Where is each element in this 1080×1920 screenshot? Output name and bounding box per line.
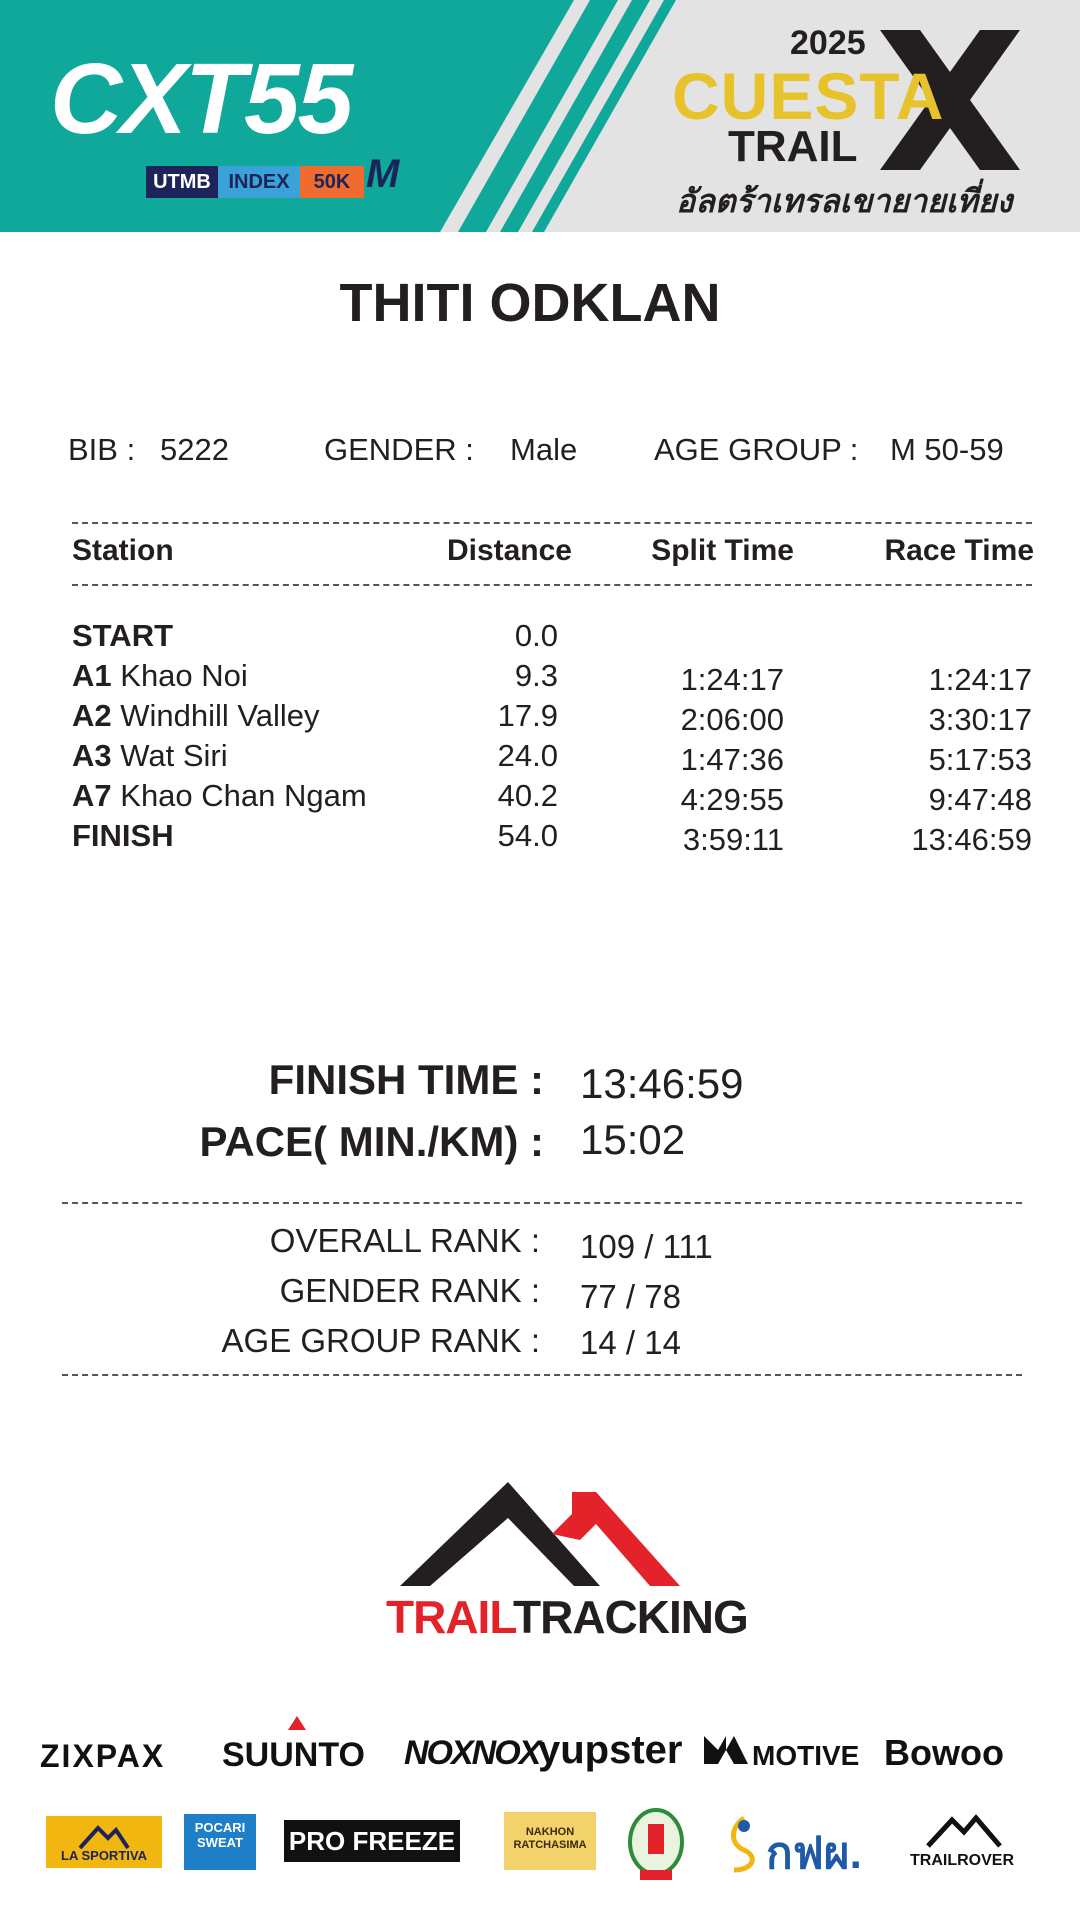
index-badge: INDEX	[218, 166, 300, 198]
sponsor-motive-logo: MOTIVE	[752, 1740, 860, 1771]
sponsor-pro-freeze-logo: PRO FREEZE	[284, 1820, 460, 1862]
distance-cell: 54.0	[497, 818, 558, 853]
sponsor-egat-logo: กฟผ.	[766, 1829, 862, 1878]
race-time-cell: 3:30:17	[928, 702, 1032, 737]
table-row	[0, 658, 1080, 698]
sponsor-nakhon-ratchasima-logo: NAKHON RATCHASIMA	[504, 1812, 596, 1870]
sponsor-pocari-sweat-logo: POCARI SWEAT	[184, 1814, 256, 1870]
runner-name: THITI ODKLAN	[339, 273, 721, 333]
race-time-cell: 1:24:17	[928, 662, 1032, 697]
divider	[62, 1374, 1022, 1376]
distance-cell: 24.0	[497, 738, 558, 773]
station-cell: A7 Khao Chan Ngam	[72, 778, 367, 813]
split-time-cell: 1:24:17	[680, 662, 784, 697]
cuesta-subtitle: TRAIL	[728, 122, 858, 171]
cuesta-thai-title: อัลตร้าเทรลเขายายเที่ยง	[676, 183, 1013, 219]
split-time-cell: 4:29:55	[680, 782, 784, 817]
age-group-label: AGE GROUP :	[654, 432, 859, 467]
divider	[62, 1202, 1022, 1204]
station-cell: A2 Windhill Valley	[72, 698, 320, 733]
motive-mark-icon	[704, 1736, 748, 1764]
sponsor-la-sportiva-logo: LA SPORTIVA	[46, 1816, 162, 1868]
table-row	[0, 778, 1080, 818]
sponsor-bowoo-logo: Bowoo	[884, 1732, 1004, 1773]
table-row	[0, 618, 1080, 658]
table-row	[0, 738, 1080, 778]
station-cell: A1 Khao Noi	[72, 658, 248, 693]
divider	[72, 522, 1032, 524]
pace-value: 15:02	[580, 1116, 686, 1163]
bib-label: BIB :	[68, 432, 136, 467]
trailtracking-logo: TRAILTRACKING	[386, 1591, 748, 1643]
event-year: 2025	[790, 24, 866, 62]
table-row	[0, 818, 1080, 858]
distance-cell: 9.3	[514, 658, 558, 693]
gender-rank-label: GENDER RANK :	[279, 1272, 540, 1309]
header-station: Station	[72, 534, 174, 567]
sponsor-trailrover-logo: TRAILROVER	[910, 1852, 1014, 1869]
event-logo: CXT55	[50, 43, 352, 155]
header-race-time: Race Time	[884, 534, 1034, 567]
trailrover-mountain-icon	[926, 1814, 1002, 1848]
sponsor-suunto-logo: SUUNTO	[222, 1736, 365, 1774]
race-time-cell: 5:17:53	[928, 742, 1032, 777]
sponsor-zixpax-logo: ZIXPAX	[40, 1738, 166, 1774]
sponsor-yupster-logo: yupster	[538, 1728, 683, 1772]
split-time-cell: 3:59:11	[682, 822, 784, 857]
sponsor-noxnox-logo: NOXNOX	[404, 1734, 540, 1772]
overall-rank-value: 109 / 111	[580, 1228, 713, 1265]
header-split-time: Split Time	[651, 534, 794, 567]
race-time-cell: 13:46:59	[911, 822, 1032, 857]
distance-badge: 50K	[300, 166, 364, 198]
gender-label: GENDER :	[324, 432, 474, 467]
utmb-badge: UTMB	[146, 166, 218, 198]
suunto-triangle-icon	[288, 1716, 306, 1730]
distance-cell: 17.9	[497, 698, 558, 733]
overall-rank-label: OVERALL RANK :	[269, 1222, 540, 1259]
header-distance: Distance	[446, 534, 572, 567]
cuesta-title: CUESTA	[672, 59, 945, 133]
divider	[72, 584, 1032, 586]
station-cell: START	[72, 618, 174, 653]
pace-label: PACE( MIN./KM) :	[199, 1118, 544, 1165]
station-cell: A3 Wat Siri	[72, 738, 228, 773]
age-group-value: M 50-59	[890, 432, 1004, 467]
gender-value: Male	[510, 432, 578, 467]
station-cell: FINISH	[72, 818, 174, 853]
age-group-rank-label: AGE GROUP RANK :	[221, 1322, 540, 1359]
trailtracking-mountain-icon	[400, 1478, 690, 1590]
age-group-rank-value: 14 / 14	[580, 1324, 681, 1361]
split-time-cell: 2:06:00	[680, 702, 784, 737]
la-sportiva-mountain-icon	[78, 1822, 130, 1850]
m-badge: M	[366, 152, 400, 196]
distance-cell: 40.2	[497, 778, 558, 813]
table-row	[0, 698, 1080, 738]
egat-emblem-icon	[724, 1814, 764, 1874]
bib-number: 5222	[160, 432, 229, 467]
race-time-cell: 9:47:48	[928, 782, 1032, 817]
event-header	[0, 0, 1080, 232]
finish-time-value: 13:46:59	[580, 1060, 744, 1107]
finish-time-label: FINISH TIME :	[268, 1056, 544, 1103]
split-time-cell: 1:47:36	[680, 742, 784, 777]
province-emblem-icon	[626, 1806, 686, 1882]
gender-rank-value: 77 / 78	[580, 1278, 681, 1315]
distance-cell: 0.0	[514, 618, 558, 653]
